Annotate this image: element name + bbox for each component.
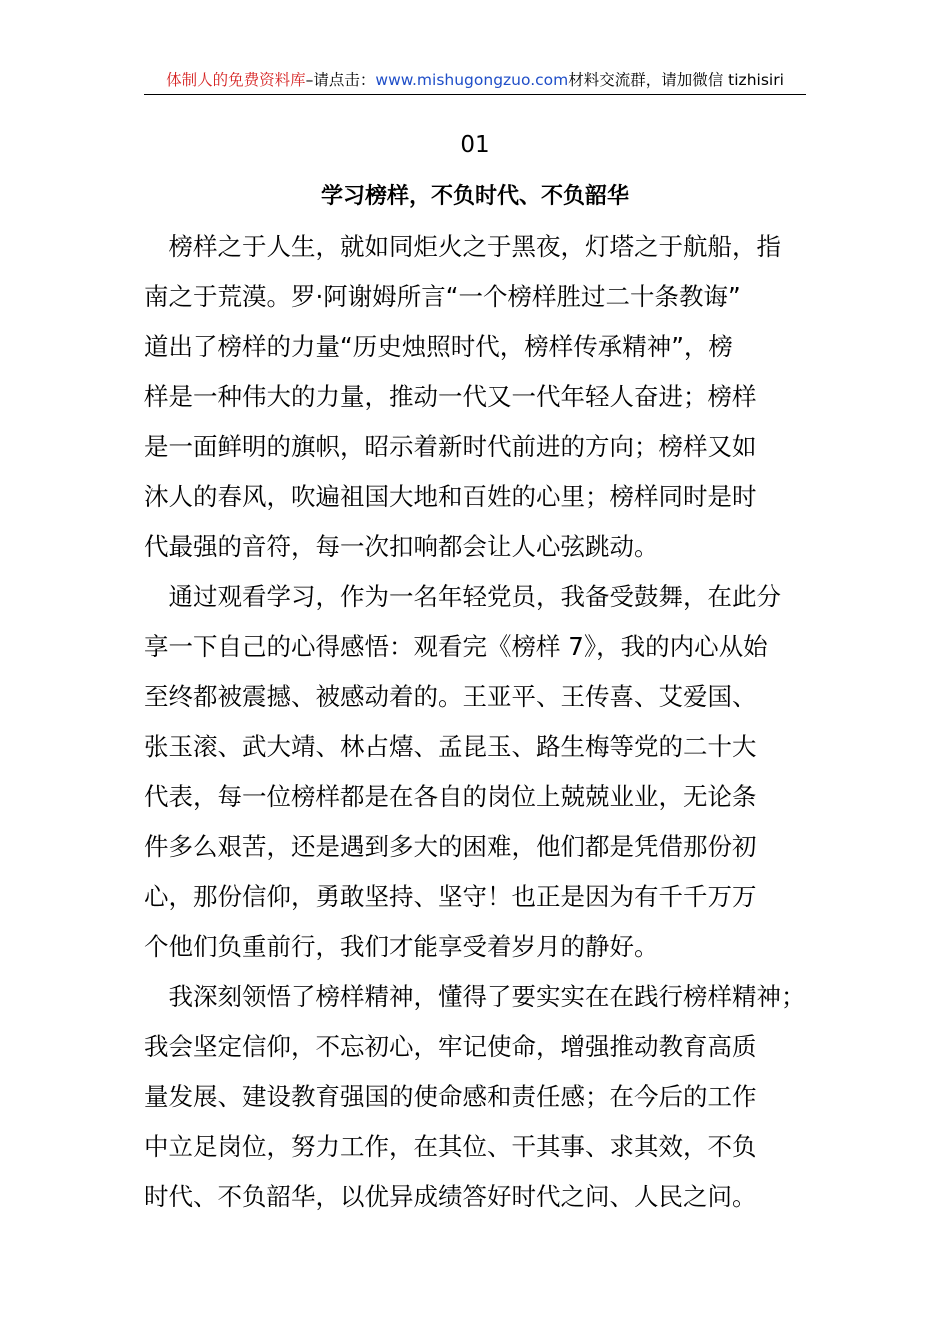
text-line: 是一面鲜明的旗帜，昭示着新时代前进的方向；榜样又如 (144, 432, 757, 461)
text-line: 榜样之于人生，就如同炬火之于黑夜，灯塔之于航船，指 (144, 232, 781, 261)
text-line: 量发展、建设教育强国的使命感和责任感；在今后的工作 (144, 1082, 757, 1111)
text-line: 代表，每一位榜样都是在各自的岗位上兢兢业业，无论条 (144, 782, 757, 811)
section-title: 学习榜样，不负时代、不负韶华 (320, 184, 629, 209)
text-line: 通过观看学习，作为一名年轻党员，我备受鼓舞，在此分 (144, 582, 781, 611)
header-brand: 体制人的免费资料库 (166, 71, 306, 89)
body-text (144, 222, 812, 1222)
header-url-link[interactable]: www.mishugongzuo.com (375, 71, 569, 89)
text-line: 南之于荒漠。罗·阿谢姆所言“一个榜样胜过二十条教诲” (144, 282, 741, 311)
page-header (144, 68, 806, 95)
text-line: 享一下自己的心得感悟：观看完《榜样 7》，我的内心从始 (144, 632, 768, 661)
header-separator: –请点击： (305, 71, 376, 89)
text-line: 心，那份信仰，勇敢坚持、坚守！也正是因为有千千万万 (144, 882, 757, 911)
header-contact: 材料交流群，请加微信 tizhisiri (568, 71, 784, 89)
text-line: 张玉滚、武大靖、林占熺、孟昆玉、路生梅等党的二十大 (144, 732, 757, 761)
text-line: 个他们负重前行，我们才能享受着岁月的静好。 (144, 932, 659, 961)
text-line: 时代、不负韶华，以优异成绩答好时代之问、人民之问。 (144, 1182, 757, 1211)
text-line: 至终都被震撼、被感动着的。王亚平、王传喜、艾爱国、 (144, 682, 757, 711)
text-line: 代最强的音符，每一次扣响都会让人心弦跳动。 (144, 532, 659, 561)
text-line: 沐人的春风，吹遍祖国大地和百姓的心里；榜样同时是时 (144, 482, 757, 511)
text-line: 件多么艰苦，还是遇到多大的困难，他们都是凭借那份初 (144, 832, 757, 861)
text-line: 我深刻领悟了榜样精神，懂得了要实实在在践行榜样精神； (144, 982, 806, 1011)
text-line: 我会坚定信仰，不忘初心，牢记使命，增强推动教育高质 (144, 1032, 757, 1061)
text-line: 道出了榜样的力量“历史烛照时代，榜样传承精神”，榜 (144, 332, 733, 361)
text-line: 样是一种伟大的力量，推动一代又一代年轻人奋进；榜样 (144, 382, 757, 411)
text-line: 中立足岗位，努力工作，在其位、干其事、求其效，不负 (144, 1132, 757, 1161)
section-number: 01 (460, 132, 490, 158)
